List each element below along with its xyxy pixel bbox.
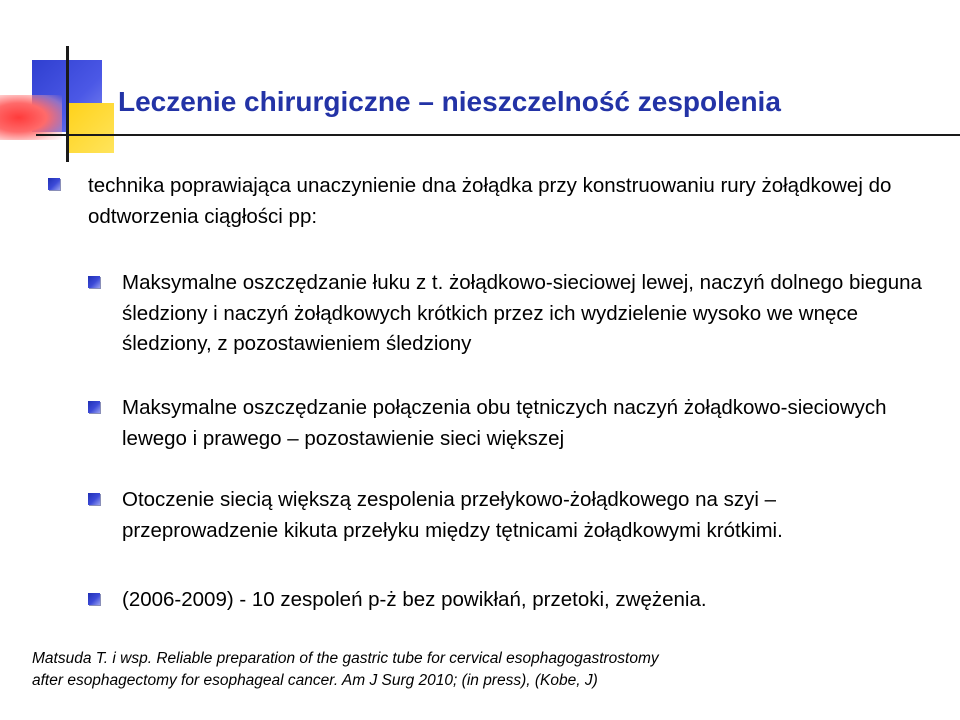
- main-bullet-item: [88, 170, 908, 232]
- square-bullet-icon: [88, 593, 100, 605]
- citation-line-2: after esophagectomy for esophageal cancer. Am J Surg 2010; (in press), (Kobe, J): [32, 672, 598, 689]
- sub-bullet-text: Maksymalne oszczędzanie połączenia obu tętniczych naczyń żołądkowo-sieciowych lewego i prawego – pozostawienie sieci większej: [122, 396, 887, 450]
- sub-bullet-item: [122, 393, 922, 454]
- citation-line-1: Matsuda T. i wsp. Reliable preparation of the gastric tube for cervical esophagogastrostomy: [32, 650, 659, 667]
- sub-bullet-text: Maksymalne oszczędzanie łuku z t. żołądkowo-sieciowej lewej, naczyń dolnego bieguna śledziony i naczyń żołądkowych krótkich przez ich wydzielenie wysoko we wnęce śledziony, z pozostawieniem śledziony: [122, 271, 922, 355]
- sub-bullet-item: [122, 485, 922, 546]
- vertical-rule: [66, 46, 69, 162]
- square-bullet-icon: [88, 276, 100, 288]
- slide-title: Leczenie chirurgiczne – nieszczelność zespolenia: [118, 86, 781, 117]
- square-bullet-icon: [88, 401, 100, 413]
- sub-bullet-item: [122, 585, 922, 616]
- title-underline: [36, 134, 960, 136]
- citation: [32, 648, 932, 692]
- square-bullet-icon: [48, 178, 60, 190]
- square-bullet-icon: [88, 493, 100, 505]
- sub-bullet-text: (2006-2009) - 10 zespoleń p-ż bez powikłań, przetoki, zwężenia.: [122, 588, 707, 611]
- sub-bullet-item: [122, 268, 922, 360]
- main-bullet-text: technika poprawiająca unaczynienie dna żołądka przy konstruowaniu rury żołądkowej do odtworzenia ciągłości pp:: [88, 174, 892, 228]
- yellow-square-decoration: [68, 103, 114, 153]
- sub-bullet-text: Otoczenie siecią większą zespolenia przełykowo-żołądkowego na szyi – przeprowadzenie kikuta przełyku między tętnicami żołądkowymi krótkimi.: [122, 488, 783, 542]
